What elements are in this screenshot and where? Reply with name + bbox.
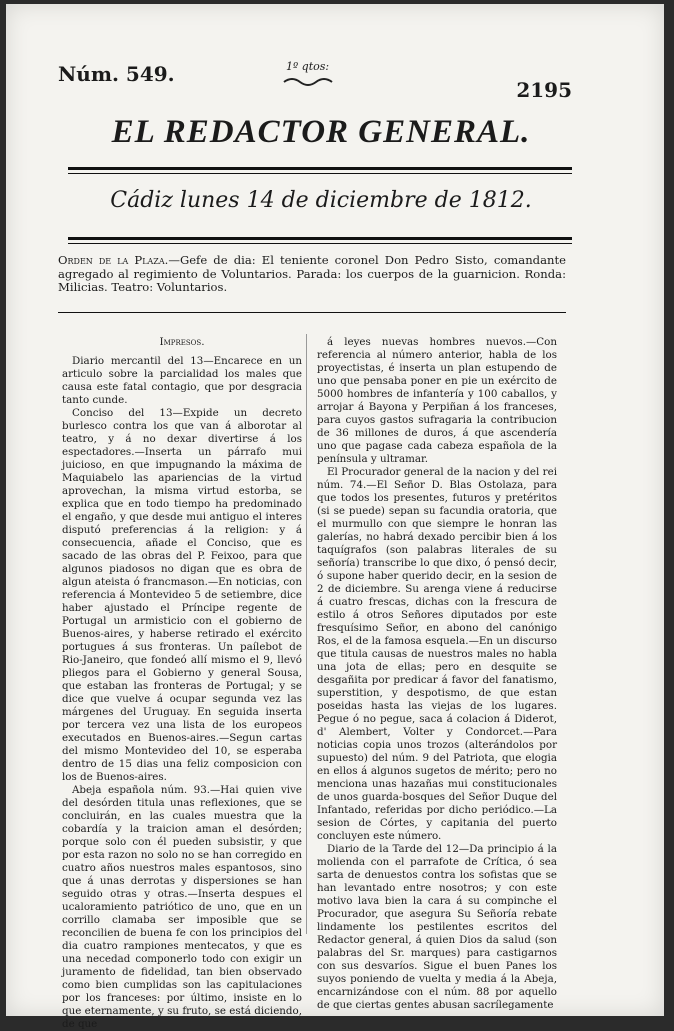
article-diario-tarde: Diario de la Tarde del 12—Da principio á la molienda con el parrafote de Crítica, ó sea sarta de denuestos contra los sofistas que se han levantado entre nosotros; y con este motivo lava bien la cara á su compinche el Procurador, que asegura Su Señoría rebate lindamente los pestilentes escritos del Redactor general, á quien Dios da salud (son palabras del Sr. marques) para castigarnos con sus desvaríos. Sigue el buen Panes los suyos poniendo de vuelta y media á la Abeja, encarnizándose con el núm. 88 por aquello de que ciertas gentes abusan sacrílegamente [317, 843, 557, 1011]
column-divider [306, 334, 307, 934]
article-abeja-espanola: Abeja española núm. 93.—Hai quien vive del desórden titula unas reflexiones, que se concluirán, en las cuales muestra que la cobardía y la traicion aman el desórden; porque solo con él pueden subsistir, y que por esta razon no solo no se han corregido en cuatro años nuestros males espantosos, sino que á unas derrotas y dispersiones se han seguido otras y otras.—Inserta despues el ucaloramiento patriótico de uno, que en un corrillo clamaba ser imposible que se reconcilien de buena fe con los principios del dia cuatro rampiones mentecatos, y que es una necedad componerlo todo con exigir un juramento de fidelidad, tan bien observado como bien cumplidas son las capitulaciones por los franceses: por último, insiste en lo que eternamente, y su fruto, se está diciendo, de que [62, 784, 302, 1030]
page-number: 2195 [516, 78, 572, 102]
orden-label: Orden de la Plaza. [58, 253, 169, 267]
price-note: 1º qtos: [286, 60, 330, 73]
dateline-rule-thin [68, 243, 572, 244]
masthead-rule-thick [68, 167, 572, 170]
section-rule [58, 312, 566, 313]
dateline: Cádiz lunes 14 de diciembre de 1812. [110, 188, 532, 213]
orden-de-la-plaza [58, 254, 566, 295]
masthead-rule-thin [68, 173, 572, 174]
flourish-ornament [282, 76, 334, 88]
article-diario-mercantil: Diario mercantil del 13—Encarece en un articulo sobre la parcialidad los males que causa este fatal contagio, que por desgracia tanto cunde. [62, 355, 302, 406]
issue-number: Núm. 549. [58, 62, 175, 86]
right-column [317, 336, 557, 1012]
left-column [62, 336, 302, 1031]
article-procurador-general: El Procurador general de la nacion y del rei núm. 74.—El Señor D. Blas Ostolaza, para que todos los presentes, futuros y pretéritos (si se puede) sepan su facundia oratoria, que el murmullo con que siempre le honran las galerías, no habrá dexado percibir bien á los taquígrafos (son palabras literales de su señoría) transcribe lo que dixo, ó pensó decir, ó supone haber querido decir, en la sesion de 2 de diciembre. Su arenga viene á reducirse á cuatro frescas, dichas con la frescura de estilo á otros Señores diputados por este fresquísimo Señor, en abono del canónigo Ros, el de la famosa esquela.—En un discurso que titula causas de nuestros males no habla una jota de ellas; pero en desquite se desgañita por predicar á favor del fanatismo, superstition, y despotismo, de que estan poseidas hasta las viejas de los lugares. Pegue ó no pegue, saca á colacion á Diderot, d' Alembert, Volter y Condorcet.—Para noticias copia unos trozos (alterándolos por supuesto) del núm. 9 del Patriota, que elogia en ellos á algunos sugetos de mérito; pero no menciona unas hazañas mui constitucionales de unos guarda-bosques del Señor Duque del Infantado, referidas por dicho periódico.—La sesion de Córtes, y capitania del puerto concluyen este número. [317, 466, 557, 842]
article-continuation: á leyes nuevas hombres nuevos.—Con referencia al número anterior, habla de los proyectistas, é inserta un plan estupendo de uno que pensaba poner en pie un exército de 5000 hombres de infantería y 100 caballos, y arrojar á Bayona y Perpiñan á los franceses, para cuyos gastos sufragaria la contribucion de 36 millones de duros, á que ascendería uno que pagase cada cabeza española de la península y ultramar. [317, 336, 557, 465]
orden-text: —Gefe de dia: El teniente coronel Don Pedro Sisto, comandante agregado al regimiento de Voluntarios. Parada: los cuerpos de la guarnicion. Ronda: Milicias. Teatro: Voluntarios. [58, 253, 566, 294]
section-heading-impresos: Impresos. [159, 336, 205, 348]
newspaper-page [6, 4, 664, 1030]
masthead-title: EL REDACTOR GENERAL. [111, 114, 531, 150]
article-conciso: Conciso del 13—Expide un decreto burlesco contra los que van á alborotar al teatro, y á no dexar divertirse á los espectadores.—Inserta un párrafo mui juicioso, en que impugnando la máxima de Maquiabelo las apariencias de la virtud aprovechan, la misma virtud estorba, se explica que en todo tiempo ha predominado el engaño, y que desde mui antiguo el interes disputó preferencias á la religion: y á consecuencia, añade el Conciso, que es sacado de las obras del P. Feixoo, para que algunos piadosos no digan que es obra de algun ateista ó francmason.—En noticias, con referencia á Montevideo 5 de setiembre, dice haber ajustado el Príncipe regente de Portugal un armisticio con el gobierno de Buenos-aires, y haberse retirado el exército portugues á sus fronteras. Un paílebot de Rio-Janeiro, que fondeó allí mismo el 9, llevó pliegos para el Gobierno y general Sousa, que estaban las fronteras de Portugal; y se dice que vuelve á ocupar segunda vez las márgenes del Uruguay. En seguida inserta por tercera vez una lista de los europeos executados en Buenos-aires.—Segun cartas del mismo Montevideo del 10, se esperaba dentro de 15 dias una feliz composicion con los de Buenos-aires. [62, 407, 302, 783]
dateline-rule-thick [68, 237, 572, 240]
